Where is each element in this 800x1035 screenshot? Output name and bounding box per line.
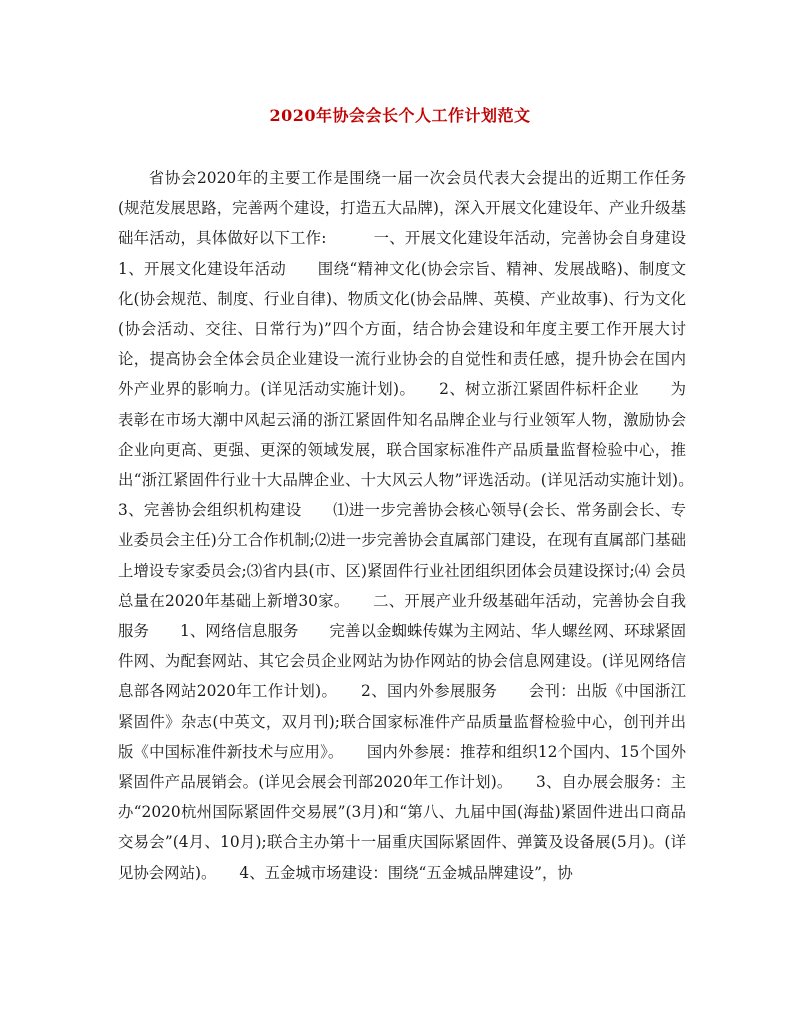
document-title: 2020年协会会长个人工作计划范文: [269, 106, 531, 125]
document-body-paragraph: 省协会2020年的主要工作是围绕一届一次会员代表大会提出的近期工作任务(规范发展思路，完善两个建设，打造五大品牌)，深入开展文化建设年、产业升级基础年活动，具体做好以下工作: 一、开展文化建设年活动，完善协会自身建设 1、开展文化建设年活动 围绕“精神文化(协会宗旨、精神、发展战略)、制度文化(协会规范、制度、行业自律)、物质文化(协会品牌、英模、产业故事)、行为文化(协会活动、交往、日常行为)”四个方面，结合协会建设和年度主要工作开展大讨论，提高协会全体会员企业建设一流行业协会的自觉性和责任感，提升协会在国内外产业界的影响力。(详见活动实施计划)。 2、树立浙江紧固件标杆企业 为表彰在市场大潮中风起云涌的浙江紧固件知名品牌企业与行业领军人物，激励协会企业向更高、更强、更深的领域发展，联合国家标准件产品质量监督检验中心，推出“浙江紧固件行业十大品牌企业、十大风云人物”评选活动。(详见活动实施计划)。 3、完善协会组织机构建设 ⑴进一步完善协会核心领导(会长、常务副会长、专业委员会主任)分工合作机制;⑵进一步完善协会直属部门建设，在现有直属部门基础上增设专家委员会;⑶省内县(市、区)紧固件行业社团组织团体会员建设探讨;⑷ 会员总量在2020年基础上新增30家。 二、开展产业升级基础年活动，完善协会自我服务 1、网络信息服务 完善以金蜘蛛传媒为主网站、华人螺丝网、环球紧固件网、为配套网站、其它会员企业网站为协作网站的协会信息网建设。(详见网络信息部各网站2020年工作计划)。 2、国内外参展服务 会刊：出版《中国浙江紧固件》杂志(中英文，双月刊);联合国家标准件产品质量监督检验中心，创刊并出版《中国标准件新技术与应用》。 国内外参展：推荐和组织12个国内、15个国外紧固件产品展销会。(详见会展会刊部2020年工作计划)。 3、自办展会服务：主办“2020杭州国际紧固件交易展”(3月)和“第八、九届中国(海盐)紧固件进出口商品交易会”(4月、10月);联合主办第十一届重庆国际紧固件、弹簧及设备展(5月)。(详见协会网站)。 4、五金城市场建设：围绕“五金城品牌建设”，协: [118, 169, 717, 882]
